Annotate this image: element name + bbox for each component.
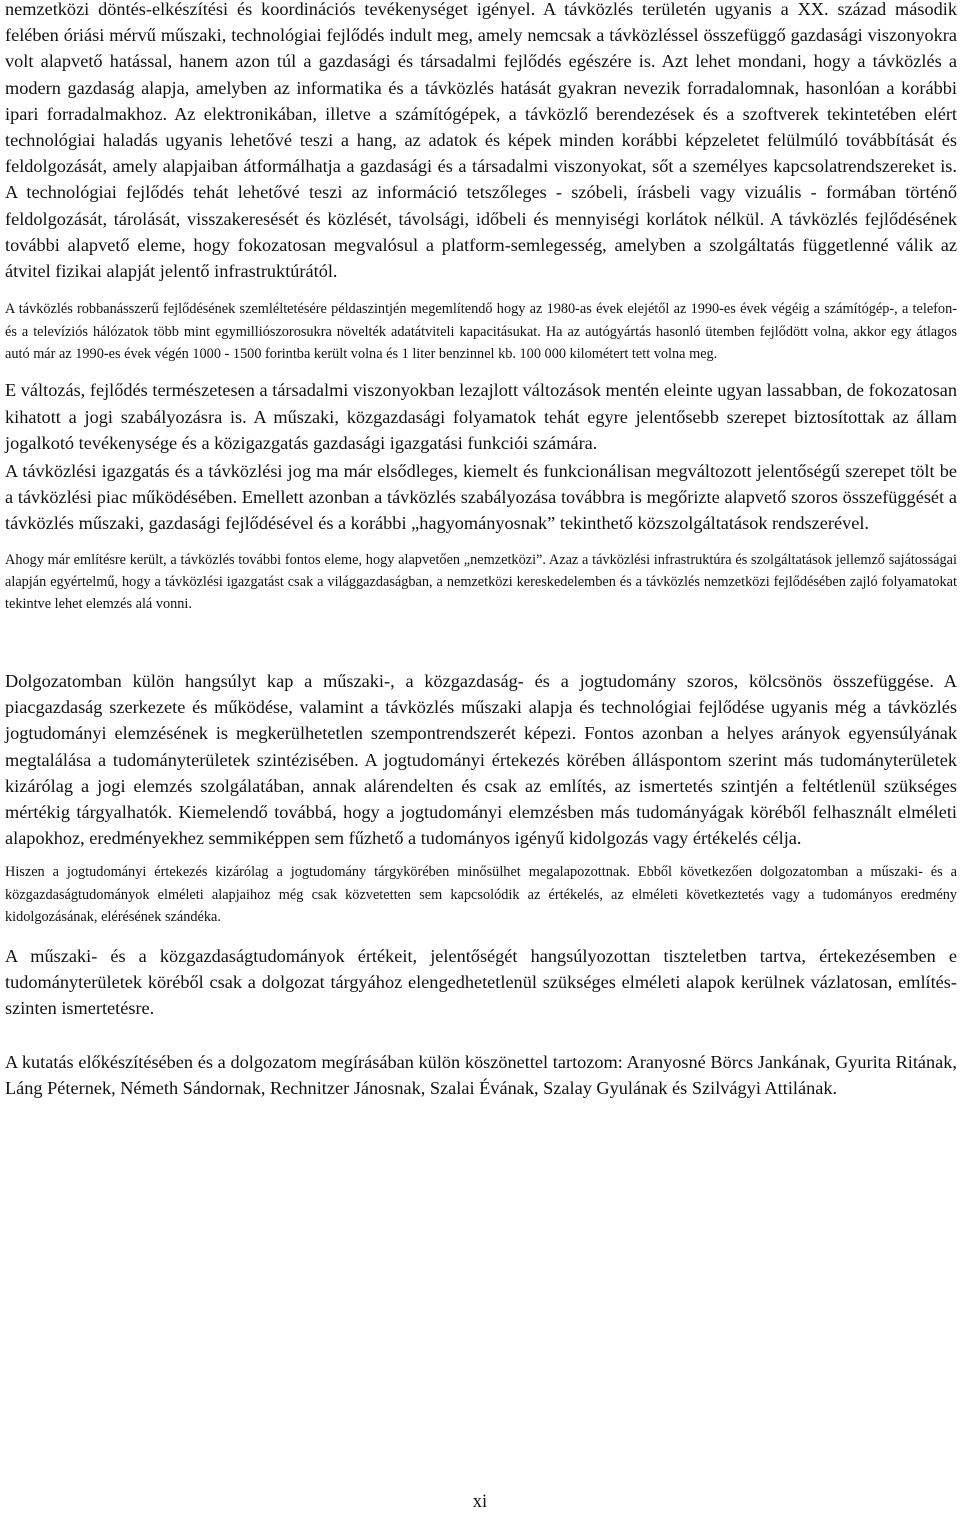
small-paragraph-growth-example: A távközlés robbanásszerű fejlődésének szemléltetésére példaszintjén megemlítendő hogy az 1980-as évek elejétől az 1990-es évek végéig a számítógép-, a telefon- és a televíziós hálózatok több mint egymilliószorosukra növelték adatátviteli kapacitásukat. Ha az autógyártás hasonló ütemben fejlődött volna, akkor egy átlagos autó már az 1990-es évek végén 1000 - 1500 forintba került volna és 1 liter benzinnel kb. 100 000 kilométert tett volna meg. xyxy=(5,301,957,363)
body-paragraph-telecom-administration: A távközlési igazgatás és a távközlési jog ma már elsődleges, kiemelt és funkcionálisan megváltozott jelentőségű szerepet tölt be a távközlési piac működésében. Emellett azonban a távközlés szabályozása továbbra is megőrizte alapvető szoros összefüggését a távközlés műszaki, gazdasági fejlődésével és a korábbi „hagyományosnak” tekinthető közszolgáltatások rendszerével. xyxy=(5,461,957,534)
small-paragraph-legal-scope: Hiszen a jogtudományi értekezés kizárólag a jogtudomány tárgykörében minősülhet megalapozottnak. Ebből következően dolgozatomban a műszaki- és a közgazdaságtudományok elméleti alapjaihoz még csak közvetetten sem kapcsolódik az értékelés, az elméleti következtetés vagy a tudományos eredmény kidolgozásának, elérésének szándéka. xyxy=(5,864,957,926)
body-paragraph-acknowledgements: A kutatás előkészítésében és a dolgozatom megírásában külön köszönettel tartozom: Aranyosné Börcs Jankának, Gyurita Ritának, Láng Péternek, Németh Sándornak, Rechnitzer Jánosnak, Szalai Évának, Szalay Gyulának és Szilvágyi Attilának. xyxy=(5,1052,957,1099)
page-number: xi xyxy=(472,1492,488,1512)
small-paragraph-international-nature: Ahogy már említésre került, a távközlés további fontos eleme, hogy alapvetően „nemzetközi”. Azaz a távközlési infrastruktúra és szolgáltatások jellemző sajátosságai alapján egyértelmű, hogy a távközlési igazgatást csak a világgazdaságban, a nemzetközi kereskedelemben és a távközlés nemzetközi fejlődésében zajló folyamatokat tekintve lehet elemzés alá vonni. xyxy=(5,551,957,613)
body-paragraph-interdisciplinary-focus: Dolgozatomban külön hangsúlyt kap a műszaki-, a közgazdaság- és a jogtudomány szoros, kölcsönös összefüggése. A piacgazdaság szerkezete és működése, valamint a távközlés műszaki alapja és technológiai fejlődése ugyanis még a távközlés jogtudományi elemzésének is megkerülhetetlen szempontrendszerét képezi. Fontos azonban a helyes arányok egyensúlyának megtalálása a tudományterületek szintézisében. A jogtudományi értekezés körében álláspontom szerint más tudományterületek kizárólag a jogi elemzés szolgálatában, annak alárendelten és csak az említés, az ismertetés szintjén a feltétlenül szükséges mértékig tárgyalhatók. Kiemelendő továbbá, hogy a jogtudományi elemzésben más tudományágak köréből felhasznált elméleti alapokhoz, eredményekhez semmiképpen sem fűzhető a tudományos igényű kidolgozás vagy értékelés célja. xyxy=(5,670,957,849)
body-paragraph-theoretical-foundations: A műszaki- és a közgazdaságtudományok értékeit, jelentőségét hangsúlyozottan tiszteletben tartva, értekezésemben e tudományterületek köréből csak a dolgozat tárgyához elengedhetetlenül szükséges elméleti alapok kerülnek vázlatosan, említés-szinten ismertetésre. xyxy=(5,945,957,1018)
body-paragraph-technology-development: nemzetközi döntés-elkészítési és koordinációs tevékenységet igényel. A távközlés területén ugyanis a XX. század második felében óriási mérvű műszaki, technológiai fejlődés indult meg, amely nemcsak a távközléssel összefüggő gazdasági viszonyokra volt alapvető hatással, hanem azon túl a gazdasági és társadalmi fejlődés egészére is. Azt lehet mondani, hogy a távközlés a modern gazdaság alapja, amelyben az informatika és a távközlés hatását gyakran nevezik forradalomnak, hasonlóan a korábbi ipari forradalmakhoz. Az elektronikában, illetve a számítógépek, a távközlő berendezések és a szoftverek tekintetében elért technológiai haladás ugyanis lehetővé teszi a hang, az adatok és képek minden korábbi képzeletet felülmúló továbbítását és feldolgozását, amely alapjaiban átformálhatja a gazdasági és a társadalmi viszonyokat, sőt a személyes kapcsolatrendszereket is. A technológiai fejlődés tehát lehetővé teszi az információ tetszőleges - szóbeli, írásbeli vagy vizuális - formában történő feldolgozását, tárolását, visszakeresését és közlését, távolsági, időbeli és mennyiségi korlátok nélkül. A távközlés fejlődésének további alapvető eleme, hogy fokozatosan megvalósul a platform-semlegesség, amelyben a szolgáltatás függetlenné válik az átvitel fizikai alapját jelentő infrastruktúrától. xyxy=(5,0,957,282)
body-paragraph-legal-regulation: E változás, fejlődés természetesen a társadalmi viszonyokban lezajlott változások mentén eleinte ugyan lassabban, de fokozatosan kihatott a jogi szabályozásra is. A műszaki, közgazdasági folyamatok tehát egyre jelentősebb szerepet biztosítottak az állam jogalkotó tevékenysége és a közigazgatás gazdasági igazgatási funkciói számára. xyxy=(5,380,957,453)
